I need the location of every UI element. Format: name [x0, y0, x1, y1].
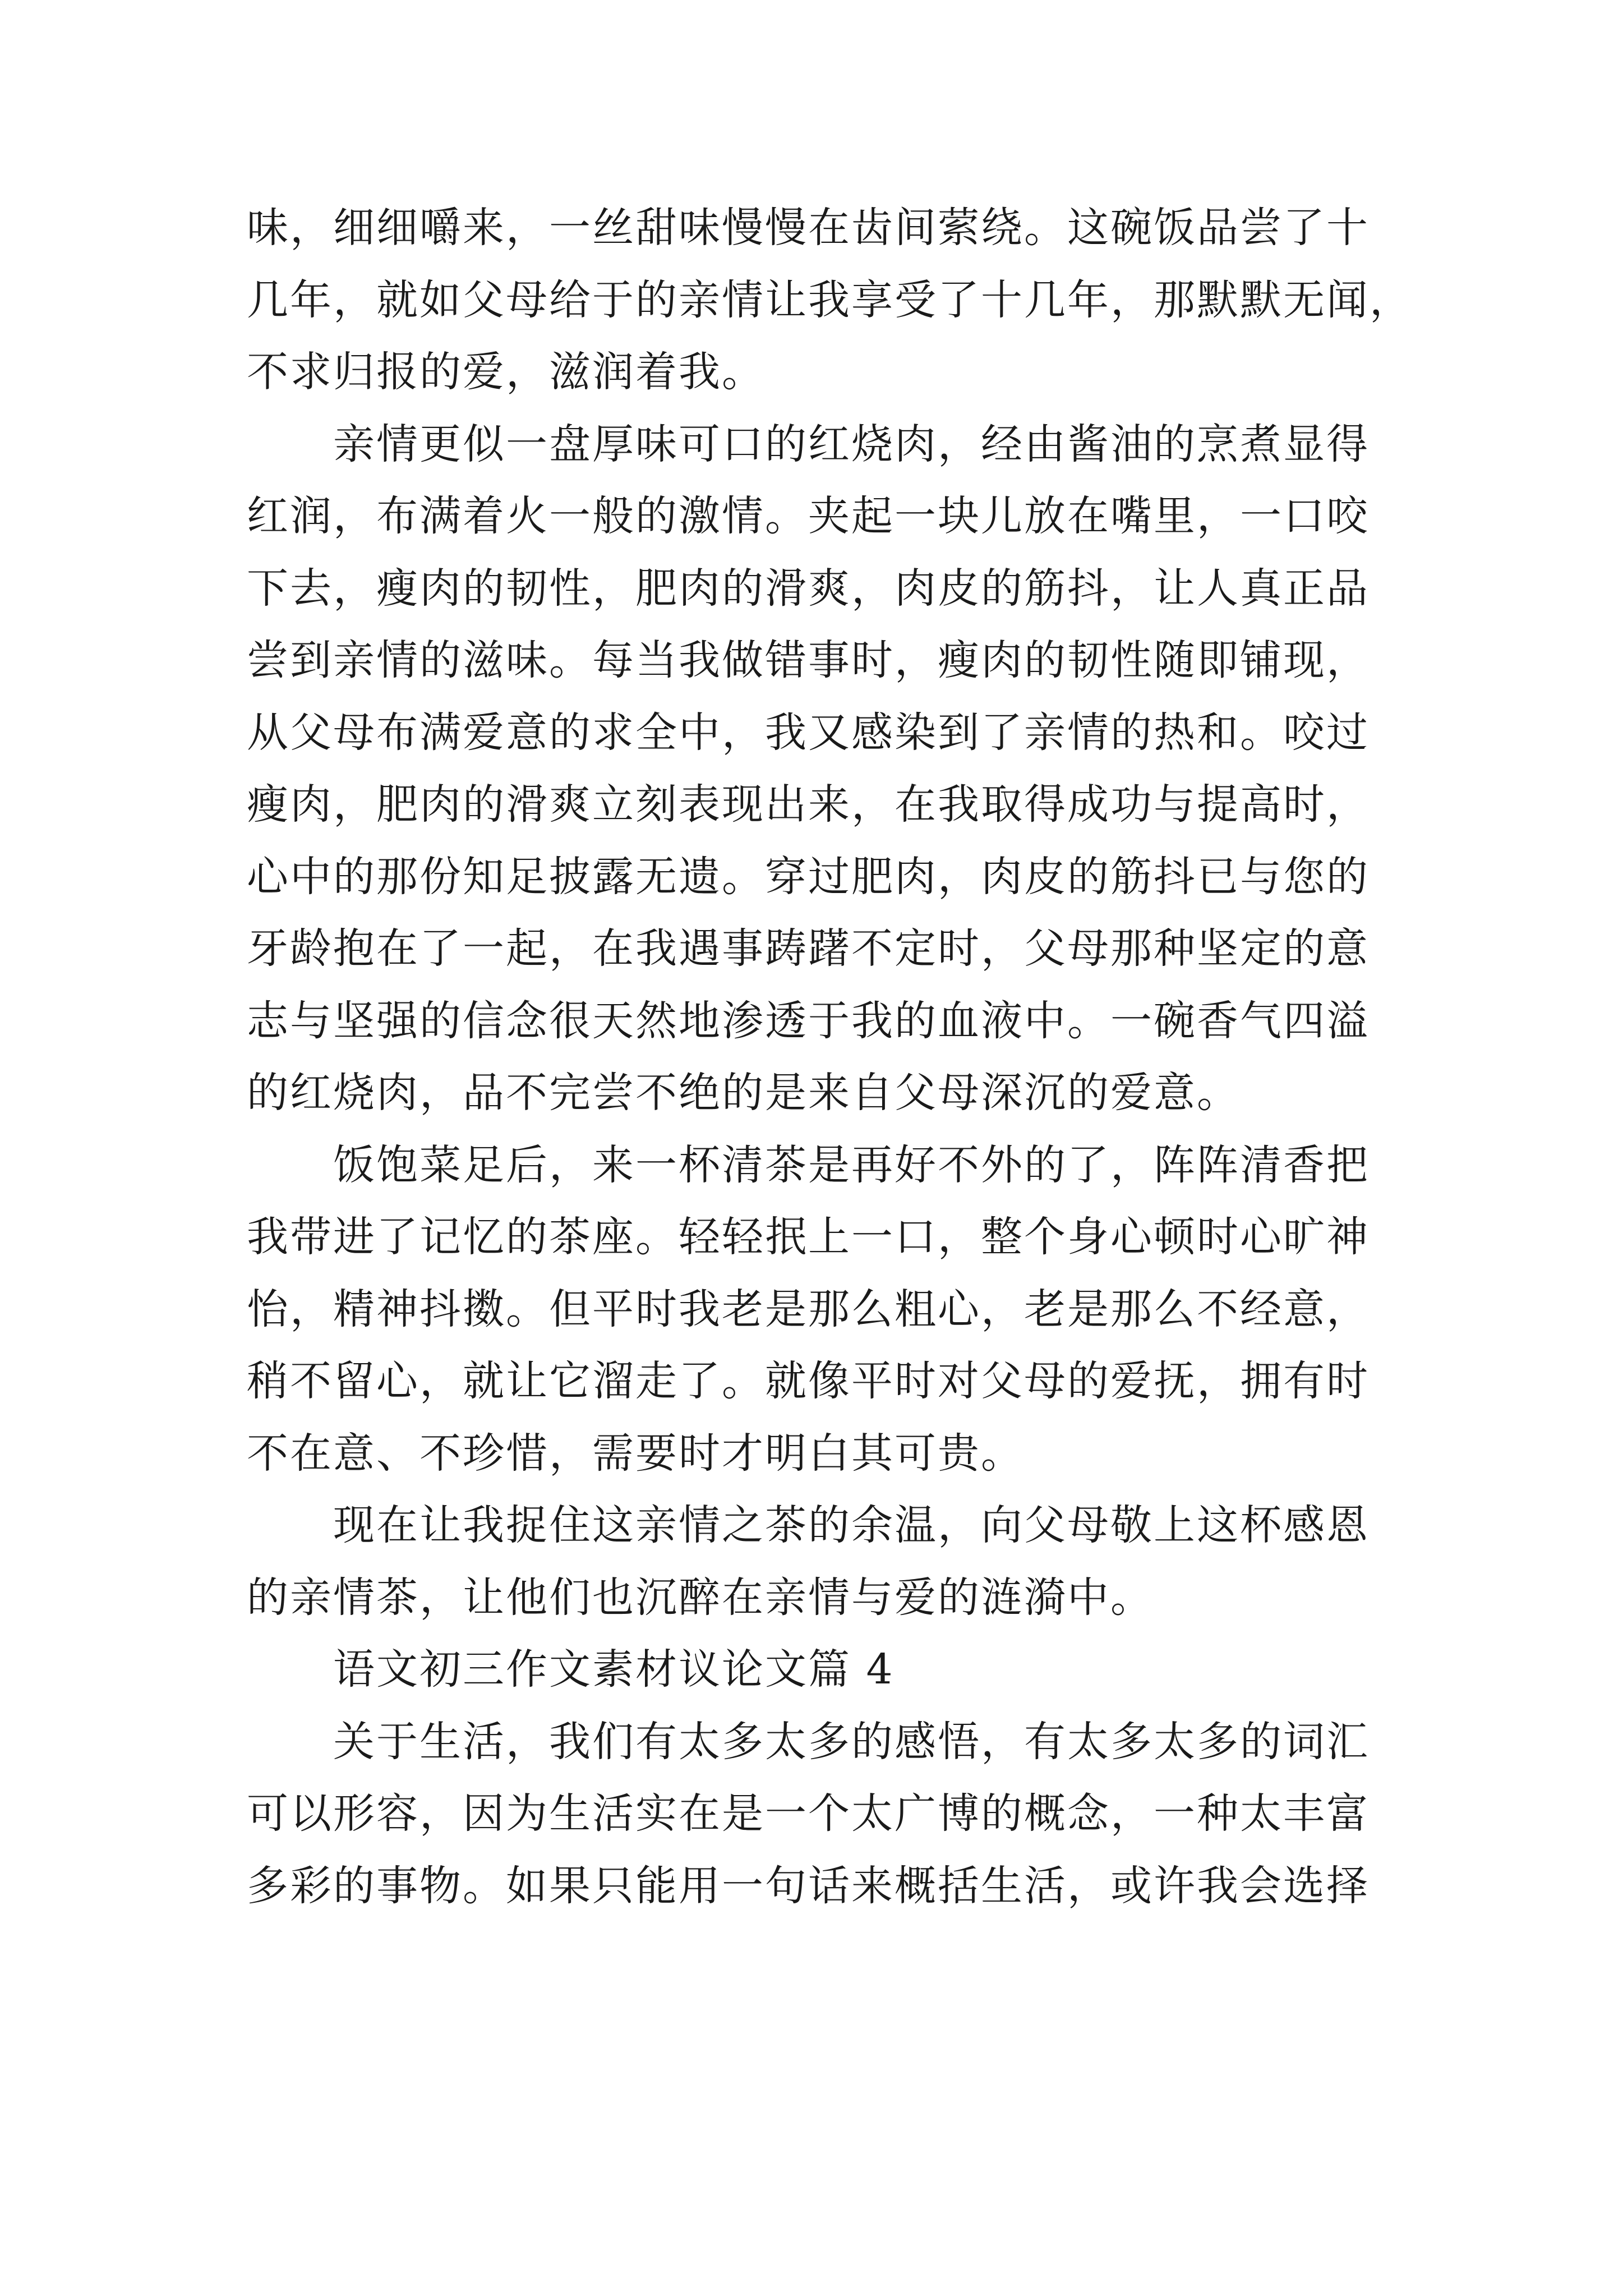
text-line: 几年，就如父母给于的亲情让我享受了十几年，那默默无闻， — [247, 275, 1413, 324]
text-line: 心中的那份知足披露无遗。穿过肥肉，肉皮的筋抖已与您的 — [247, 852, 1370, 901]
text-line: 不在意、不珍惜，需要时才明白其可贵。 — [247, 1429, 1024, 1478]
text-line: 怡，精神抖擞。但平时我老是那么粗心，老是那么不经意， — [247, 1285, 1370, 1333]
text-line: 从父母布满爱意的求全中，我又感染到了亲情的热和。咬过 — [247, 708, 1370, 757]
text-line: 红润，布满着火一般的激情。夹起一块儿放在嘴里，一口咬 — [247, 492, 1370, 540]
text-line: 味，细细嚼来，一丝甜味慢慢在齿间萦绕。这碗饭品尝了十 — [247, 204, 1370, 252]
text-line: 可以形容，因为生活实在是一个太广博的概念，一种太丰富 — [247, 1789, 1370, 1838]
text-line: 尝到亲情的滋味。每当我做错事时，瘦肉的韧性随即铺现， — [247, 636, 1370, 684]
text-line: 瘦肉，肥肉的滑爽立刻表现出来，在我取得成功与提高时， — [247, 780, 1370, 829]
text-line: 稍不留心，就让它溜走了。就像平时对父母的爱抚，拥有时 — [247, 1357, 1370, 1405]
text-line: 的亲情茶，让他们也沉醉在亲情与爱的涟漪中。 — [247, 1573, 1154, 1622]
text-line: 下去，瘦肉的韧性，肥肉的滑爽，肉皮的筋抖，让人真正品 — [247, 564, 1370, 613]
text-line: 不求归报的爱，滋润着我。 — [247, 348, 765, 396]
text-line: 多彩的事物。如果只能用一句话来概括生活，或许我会选择 — [247, 1861, 1370, 1910]
text-line: 志与坚强的信念很天然地渗透于我的血液中。一碗香气四溢 — [247, 996, 1370, 1045]
paragraph-start-line: 亲情更似一盘厚味可口的红烧肉，经由酱油的烹煮显得 — [247, 420, 1370, 468]
essay-body — [247, 192, 1413, 1922]
paragraph-start-line: 现在让我捉住这亲情之茶的余温，向父母敬上这杯感恩 — [247, 1501, 1370, 1549]
text-line: 牙龄抱在了一起，在我遇事踌躇不定时，父母那种坚定的意 — [247, 924, 1370, 973]
paragraph-start-line: 饭饱菜足后，来一杯清茶是再好不外的了，阵阵清香把 — [247, 1140, 1370, 1189]
paragraph-start-line: 关于生活，我们有太多太多的感悟，有太多太多的词汇 — [247, 1717, 1370, 1766]
text-line: 的红烧肉，品不完尝不绝的是来自父母深沉的爱意。 — [247, 1069, 1240, 1117]
text-line: 我带进了记忆的茶座。轻轻抿上一口，整个身心顿时心旷神 — [247, 1213, 1370, 1261]
section-heading: 语文初三作文素材议论文篇 4 — [247, 1645, 895, 1694]
